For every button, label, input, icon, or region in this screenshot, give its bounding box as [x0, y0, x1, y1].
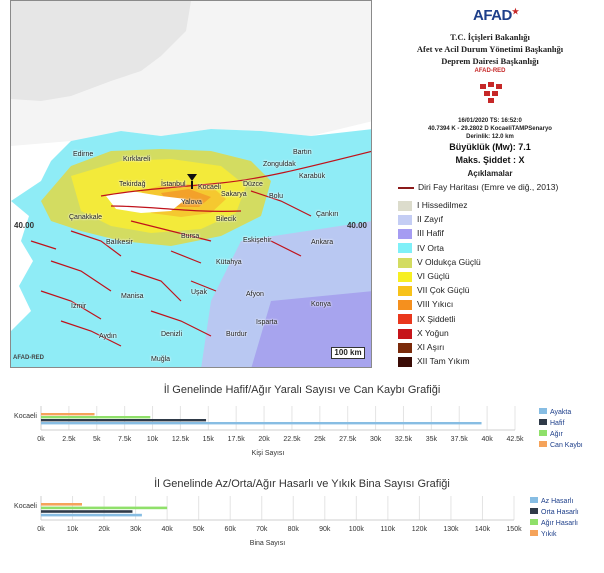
x-tick-label: 140k — [474, 526, 491, 533]
x-tick-label: 100k — [348, 526, 364, 533]
x-tick-label: 2.5k — [62, 436, 76, 443]
x-tick-label: 42.5k — [506, 436, 524, 443]
city-label: Denizli — [161, 331, 183, 338]
legend-label: IV Orta — [417, 242, 444, 253]
afad-logo-text: AFAD — [473, 7, 512, 24]
legend-label: Yıkık — [541, 531, 557, 538]
city-label: Karabük — [299, 173, 326, 180]
city-label: Bursa — [181, 233, 200, 240]
chart2-title: İl Genelinde Az/Orta/Ağır Hasarlı ve Yıkık Bina Sayısı Grafiği — [154, 478, 450, 490]
x-tick-label: 40k — [481, 436, 493, 443]
x-tick-label: 5k — [93, 436, 101, 443]
bar-yıkık — [41, 503, 82, 506]
legend-label: XII Tam Yıkım — [417, 356, 470, 367]
x-tick-label: 25k — [314, 436, 326, 443]
legend-label: Orta Hasarlı — [541, 509, 579, 516]
x-tick-label: 27.5k — [339, 436, 357, 443]
category-label: Kocaeli — [14, 413, 37, 420]
city-label: Bilecik — [216, 216, 237, 223]
legend-swatch — [530, 497, 538, 503]
legend-swatch — [530, 530, 538, 536]
legend-label: VII Çok Güçlü — [417, 285, 470, 296]
scale-bar: 100 km — [331, 347, 365, 359]
legend-label: Ayakta — [550, 409, 572, 416]
x-tick-label: 120k — [411, 526, 427, 533]
x-tick-label: 35k — [425, 436, 438, 443]
city-label: Konya — [311, 301, 331, 308]
city-label: Muğla — [151, 356, 171, 363]
org-line-3: Deprem Dairesi Başkanlığı — [441, 56, 539, 66]
legend-label: Ağır — [550, 431, 563, 438]
legend-label: Az Hasarlı — [541, 498, 574, 505]
x-tick-label: 22.5k — [283, 436, 301, 443]
city-label: Düzce — [243, 181, 263, 188]
legend-label: I Hissedilmez — [417, 200, 468, 210]
x-tick-label: 15k — [202, 436, 214, 443]
city-label: Sakarya — [221, 191, 247, 198]
x-tick-label: 70k — [256, 526, 268, 533]
event-max-intensity: Maks. Şiddet : X — [455, 155, 525, 165]
city-label: Bartın — [293, 149, 312, 156]
city-label: Kütahya — [216, 259, 242, 266]
legend-label: II Zayıf — [417, 214, 443, 225]
event-location: 40.7394 K - 29.2802 D KocaeliTAMPSenaryo — [428, 126, 552, 132]
x-tick-label: 40k — [161, 526, 173, 533]
org-line-2: Afet ve Acil Durum Yönetimi Başkanlığı — [416, 44, 564, 54]
x-tick-label: 0k — [37, 436, 45, 443]
legend-fault-label: Diri Fay Haritası (Emre ve diğ., 2013) — [418, 182, 559, 192]
city-label: Çanakkale — [69, 214, 103, 221]
city-label: Tekirdağ — [119, 181, 146, 188]
city-label: Zonguldak — [263, 161, 296, 168]
city-label: Kırklareli — [123, 156, 151, 163]
event-datetime: 16/01/2020 TS: 16:52:0 — [458, 118, 522, 124]
legend-label: V Oldukça Güçlü — [417, 256, 481, 267]
city-label: Kocaeli — [198, 184, 221, 191]
legend-label: Ağır Hasarlı — [541, 520, 578, 527]
afad-red-small-logo: AFAD-RED — [13, 355, 44, 361]
x-tick-label: 30k — [369, 436, 382, 443]
x-tick-label: 110k — [380, 526, 396, 533]
x-tick-label: 12.5k — [171, 436, 189, 443]
legend-label: VIII Yıkıcı — [417, 299, 454, 310]
legend-swatch — [530, 519, 538, 525]
bar-ağır-hasarlı — [41, 507, 167, 510]
bar-orta-hasarlı — [41, 510, 132, 513]
x-tick-label: 7.5k — [118, 436, 132, 443]
city-label: Aydın — [99, 333, 117, 340]
x-tick-label: 80k — [287, 526, 299, 533]
city-label: Yalova — [181, 199, 202, 206]
x-tick-label: 0k — [37, 526, 45, 533]
city-label: Balıkesir — [106, 239, 133, 246]
legend-title: Açıklamalar — [467, 169, 513, 178]
city-label: Uşak — [191, 289, 207, 296]
x-tick-label: 17.5k — [227, 436, 245, 443]
x-tick-label: 20k — [98, 526, 110, 533]
city-label: Bolu — [269, 193, 284, 200]
x-tick-label: 130k — [443, 526, 459, 533]
x-tick-label: 90k — [319, 526, 331, 533]
city-label: Manisa — [121, 293, 144, 300]
logo-star-icon: ★ — [511, 7, 519, 16]
x-tick-label: 30k — [129, 526, 142, 533]
city-label: Çankırı — [316, 211, 339, 218]
city-label: Isparta — [256, 319, 278, 326]
legend-label: Hafif — [550, 420, 565, 427]
x-tick-label: 20k — [258, 436, 270, 443]
chart1-title: İl Genelinde Hafif/Ağır Yaralı Sayısı ve Can Kaybı Grafiği — [163, 384, 441, 396]
legend-label: XI Aşırı — [417, 342, 445, 352]
legend-swatch — [530, 508, 538, 514]
city-label: İstanbul — [161, 181, 186, 188]
legend-label: III Hafif — [417, 228, 444, 239]
city-label: Eskişehir — [243, 237, 272, 244]
x-tick-label: 10k — [66, 526, 79, 533]
city-label: Afyon — [246, 291, 264, 298]
category-label: Kocaeli — [14, 503, 37, 510]
org-line-1: T.C. İçişleri Bakanlığı — [450, 32, 530, 42]
latitude-label-left: 40.00 — [14, 221, 35, 230]
event-depth: Derinlik: 12.0 km — [466, 134, 514, 140]
city-label: İzmir — [71, 303, 87, 310]
x-tick-label: 60k — [224, 526, 236, 533]
legend-label: VI Güçlü — [417, 271, 450, 281]
city-label: Ankara — [311, 239, 334, 246]
x-tick-label: 10k — [146, 436, 159, 443]
x-axis-label: Kişi Sayısı — [251, 450, 285, 457]
x-axis-label: Bina Sayısı — [249, 540, 286, 547]
x-tick-label: 150k — [506, 526, 522, 533]
legend-label: Can Kaybı — [550, 442, 583, 449]
bar-az-hasarlı — [41, 514, 142, 517]
x-tick-label: 37.5k — [450, 436, 468, 443]
afad-red-label: AFAD-RED — [474, 68, 506, 74]
legend-label: IX Şiddetli — [417, 313, 456, 324]
event-magnitude: Büyüklük (Mw): 7.1 — [449, 142, 531, 152]
latitude-label-right: 40.00 — [346, 221, 367, 230]
city-label: Burdur — [226, 331, 248, 338]
city-label: Edirne — [73, 151, 94, 158]
legend-label: X Yoğun — [417, 327, 449, 338]
x-tick-label: 50k — [193, 526, 205, 533]
x-tick-label: 32.5k — [394, 436, 413, 443]
